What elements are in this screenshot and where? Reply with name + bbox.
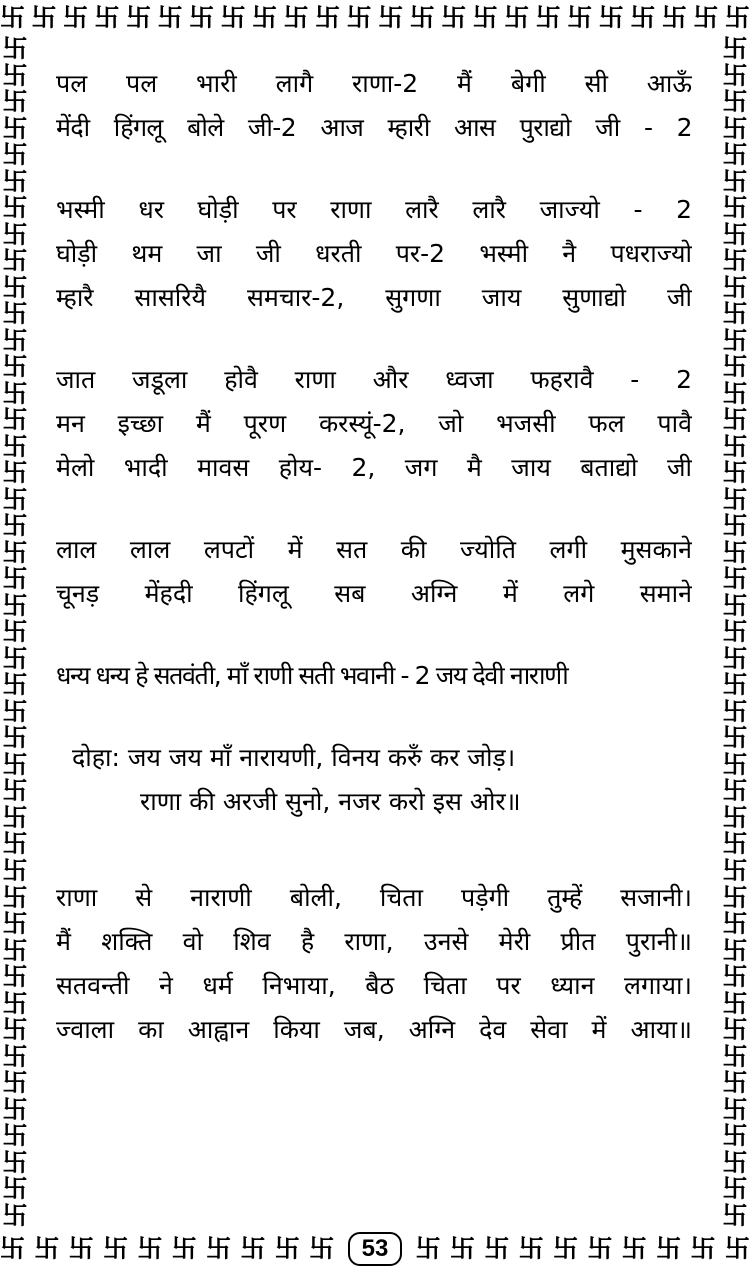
swastika-icon: 卐 (2, 855, 28, 885)
border-bottom (0, 1229, 750, 1269)
swastika-icon: 卐 (2, 590, 28, 620)
swastika-icon: 卐 (722, 537, 748, 567)
swastika-icon: 卐 (722, 511, 748, 541)
swastika-icon: 卐 (518, 1234, 544, 1263)
swastika-icon: 卐 (722, 988, 748, 1018)
swastika-icon: 卐 (2, 246, 28, 276)
swastika-icon: 卐 (346, 3, 372, 32)
swastika-icon: 卐 (2, 962, 28, 992)
swastika-icon: 卐 (171, 1234, 197, 1263)
stanza (56, 188, 692, 320)
swastika-icon: 卐 (722, 1121, 748, 1151)
swastika-icon: 卐 (378, 3, 404, 32)
swastika-icon: 卐 (472, 3, 498, 32)
swastika-icon: 卐 (722, 1200, 748, 1229)
swastika-icon: 卐 (690, 1234, 716, 1263)
swastika-icon: 卐 (722, 749, 748, 779)
swastika-icon: 卐 (63, 3, 89, 32)
verse-line: धन्य धन्य हे सतवंती, माँ राणी सती भवानी - 2 जय देवी नाराणी (56, 661, 568, 690)
swastika-icon: 卐 (2, 113, 28, 143)
swastika-icon: 卐 (2, 723, 28, 753)
swastika-icon: 卐 (656, 1234, 682, 1263)
swastika-icon: 卐 (722, 1147, 748, 1177)
swastika-icon: 卐 (2, 1200, 28, 1229)
swastika-icon: 卐 (2, 352, 28, 382)
swastika-icon: 卐 (722, 564, 748, 594)
doha-line: दोहा: जय जय माँ नारायणी, विनय करुँ कर जोड़। (72, 743, 516, 772)
page-number: 53 (348, 1232, 403, 1266)
verse-line: राणा से नाराणी बोली, चिता पड़ेगी तुम्हें सजानी। (56, 883, 692, 912)
swastika-icon: 卐 (722, 776, 748, 806)
verse-line: भस्मी धर घोड़ी पर राणा लारै लारै जाज्यो - 2 (56, 195, 692, 224)
swastika-icon: 卐 (137, 1234, 163, 1263)
stanza (56, 62, 692, 150)
swastika-icon: 卐 (34, 1234, 60, 1263)
swastika-icon: 卐 (68, 1234, 94, 1263)
swastika-icon: 卐 (722, 962, 748, 992)
swastika-icon: 卐 (2, 988, 28, 1018)
swastika-icon: 卐 (722, 484, 748, 514)
stanza (56, 528, 692, 616)
swastika-icon: 卐 (484, 1234, 510, 1263)
final-stanza (56, 876, 692, 1052)
swastika-icon: 卐 (2, 935, 28, 965)
swastika-icon: 卐 (722, 909, 748, 939)
swastika-icon: 卐 (587, 1234, 613, 1263)
swastika-icon: 卐 (630, 3, 656, 32)
swastika-icon: 卐 (2, 431, 28, 461)
swastika-icon: 卐 (2, 272, 28, 302)
swastika-icon: 卐 (693, 3, 719, 32)
swastika-icon: 卐 (722, 829, 748, 859)
swastika-icon: 卐 (722, 246, 748, 276)
swastika-icon: 卐 (189, 3, 215, 32)
swastika-icon: 卐 (2, 829, 28, 859)
verse-line: मेंदी हिंगलू बोले जी-2 आज म्हारी आस पुराद्यो जी - 2 (56, 113, 692, 142)
swastika-icon: 卐 (103, 1234, 129, 1263)
swastika-icon: 卐 (157, 3, 183, 32)
swastika-icon: 卐 (441, 3, 467, 32)
swastika-icon: 卐 (722, 643, 748, 673)
swastika-icon: 卐 (722, 1094, 748, 1124)
swastika-icon: 卐 (722, 140, 748, 170)
verse-line: मन इच्छा मैं पूरण करस्यूं-2, जो भजसी फल पावै (56, 409, 692, 438)
swastika-icon: 卐 (315, 3, 341, 32)
swastika-icon: 卐 (2, 299, 28, 329)
swastika-icon: 卐 (2, 60, 28, 90)
swastika-icon: 卐 (722, 219, 748, 249)
swastika-icon: 卐 (722, 617, 748, 647)
swastika-icon: 卐 (722, 855, 748, 885)
swastika-icon: 卐 (724, 3, 750, 32)
swastika-icon: 卐 (450, 1234, 476, 1263)
swastika-icon: 卐 (206, 1234, 232, 1263)
swastika-icon: 卐 (2, 378, 28, 408)
verse-line: पल पल भारी लागै राणा-2 मैं बेगी सी आऊँ (56, 69, 692, 98)
swastika-icon: 卐 (2, 1068, 28, 1098)
swastika-icon: 卐 (2, 36, 28, 63)
swastika-icon: 卐 (553, 1234, 579, 1263)
swastika-icon: 卐 (240, 1234, 266, 1263)
swastika-icon: 卐 (722, 87, 748, 117)
bhajan-text (56, 62, 692, 1209)
swastika-icon: 卐 (2, 643, 28, 673)
swastika-icon: 卐 (0, 3, 26, 32)
border-top (0, 0, 750, 36)
verse-line: म्हारै सासरियै समचार-2, सुगणा जाय सुणाद्यो जी (56, 283, 692, 312)
swastika-icon: 卐 (94, 3, 120, 32)
swastika-icon: 卐 (722, 272, 748, 302)
swastika-icon: 卐 (722, 36, 748, 63)
swastika-icon: 卐 (2, 193, 28, 223)
swastika-icon: 卐 (409, 3, 435, 32)
stanza (56, 654, 692, 698)
swastika-icon: 卐 (2, 696, 28, 726)
swastika-icon: 卐 (722, 458, 748, 488)
swastika-icon: 卐 (722, 299, 748, 329)
swastika-icon: 卐 (722, 590, 748, 620)
verse-line: चूनड़ मेंहदी हिंगलू सब अग्नि में लगे समाने (56, 579, 692, 608)
swastika-icon: 卐 (2, 882, 28, 912)
swastika-icon: 卐 (309, 1234, 335, 1263)
swastika-icon: 卐 (2, 1121, 28, 1151)
swastika-icon: 卐 (722, 60, 748, 90)
swastika-icon: 卐 (2, 166, 28, 196)
swastika-icon: 卐 (722, 166, 748, 196)
swastika-icon: 卐 (722, 696, 748, 726)
swastika-icon: 卐 (2, 219, 28, 249)
swastika-icon: 卐 (2, 325, 28, 355)
swastika-icon: 卐 (2, 1147, 28, 1177)
swastika-icon: 卐 (2, 140, 28, 170)
swastika-icon: 卐 (2, 1174, 28, 1204)
swastika-icon: 卐 (2, 749, 28, 779)
swastika-icon: 卐 (722, 1015, 748, 1045)
verse-line: ज्वाला का आह्वान किया जब, अग्नि देव सेवा में आया॥ (56, 1015, 692, 1044)
stanza (56, 358, 692, 490)
swastika-icon: 卐 (722, 431, 748, 461)
swastika-icon: 卐 (2, 1041, 28, 1071)
swastika-icon: 卐 (722, 405, 748, 435)
swastika-icon: 卐 (722, 882, 748, 912)
swastika-icon: 卐 (598, 3, 624, 32)
doha (72, 736, 692, 824)
swastika-icon: 卐 (2, 564, 28, 594)
swastika-icon: 卐 (274, 1234, 300, 1263)
swastika-icon: 卐 (2, 802, 28, 832)
swastika-icon: 卐 (2, 458, 28, 488)
swastika-icon: 卐 (722, 723, 748, 753)
swastika-icon: 卐 (2, 537, 28, 567)
swastika-icon: 卐 (31, 3, 57, 32)
swastika-icon: 卐 (2, 776, 28, 806)
swastika-icon: 卐 (252, 3, 278, 32)
verse-line: सतवन्ती ने धर्म निभाया, बैठ चिता पर ध्यान लगाया। (56, 971, 692, 1000)
swastika-icon: 卐 (2, 87, 28, 117)
swastika-icon: 卐 (722, 1174, 748, 1204)
swastika-icon: 卐 (724, 1234, 750, 1263)
swastika-icon: 卐 (2, 484, 28, 514)
swastika-icon: 卐 (722, 193, 748, 223)
swastika-icon: 卐 (722, 378, 748, 408)
verse-line: मैं शक्ति वो शिव है राणा, उनसे मेरी प्रीत पुरानी॥ (56, 927, 692, 956)
swastika-icon: 卐 (722, 352, 748, 382)
swastika-icon: 卐 (2, 1094, 28, 1124)
swastika-icon: 卐 (722, 325, 748, 355)
swastika-icon: 卐 (2, 405, 28, 435)
swastika-icon: 卐 (722, 802, 748, 832)
border-right (720, 36, 750, 1229)
swastika-icon: 卐 (722, 670, 748, 700)
swastika-icon: 卐 (661, 3, 687, 32)
swastika-icon: 卐 (722, 113, 748, 143)
border-left (0, 36, 30, 1229)
swastika-icon: 卐 (504, 3, 530, 32)
swastika-icon: 卐 (567, 3, 593, 32)
swastika-icon: 卐 (283, 3, 309, 32)
verse-line: घोड़ी थम जा जी धरती पर-2 भस्मी नै पधराज्यो (56, 239, 692, 268)
swastika-icon: 卐 (415, 1234, 441, 1263)
verse-line: मेलो भादी मावस होय- 2, जग मै जाय बताद्यो जी (56, 453, 692, 482)
swastika-icon: 卐 (0, 1234, 26, 1263)
verse-line: जात जडूला होवै राणा और ध्वजा फहरावै - 2 (56, 365, 692, 394)
swastika-icon: 卐 (2, 909, 28, 939)
swastika-icon: 卐 (722, 1041, 748, 1071)
swastika-icon: 卐 (722, 935, 748, 965)
swastika-icon: 卐 (126, 3, 152, 32)
swastika-icon: 卐 (535, 3, 561, 32)
swastika-icon: 卐 (621, 1234, 647, 1263)
swastika-icon: 卐 (220, 3, 246, 32)
swastika-icon: 卐 (722, 1068, 748, 1098)
swastika-icon: 卐 (2, 511, 28, 541)
swastika-icon: 卐 (2, 1015, 28, 1045)
swastika-icon: 卐 (2, 617, 28, 647)
swastika-icon: 卐 (2, 670, 28, 700)
doha-line: राणा की अरजी सुनो, नजर करो इस ओर॥ (140, 787, 521, 816)
verse-line: लाल लाल लपटों में सत की ज्योति लगी मुसकाने (56, 535, 692, 564)
